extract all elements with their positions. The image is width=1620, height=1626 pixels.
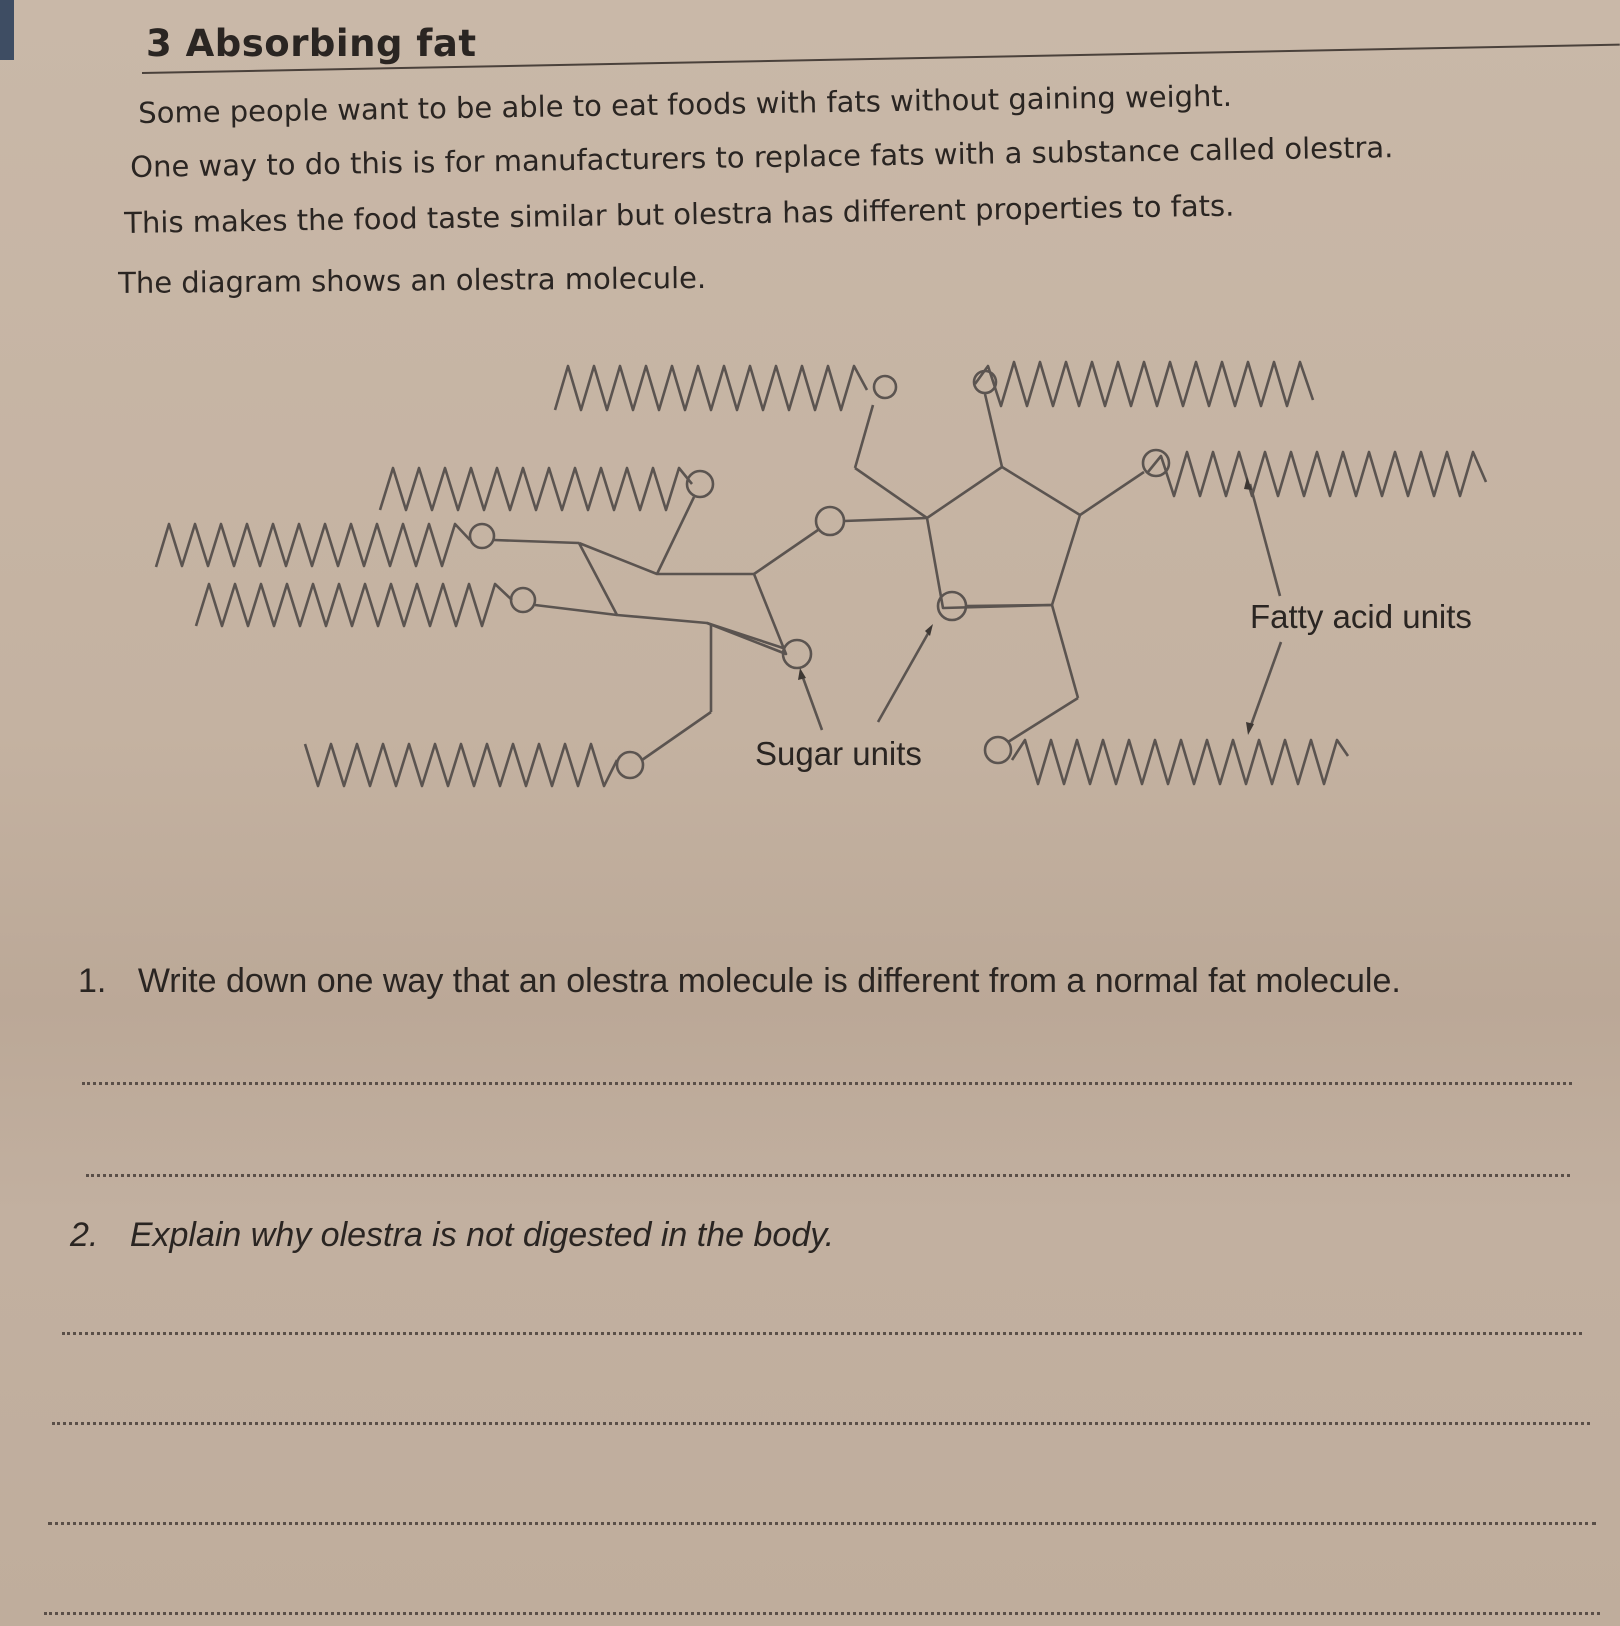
answer-line-q2-4[interactable] [44, 1612, 1600, 1615]
sugar-units-label: Sugar units [755, 735, 922, 772]
arrowhead [1246, 722, 1254, 735]
chemical-bond [642, 712, 711, 760]
chemical-bond [1052, 605, 1078, 698]
section-title: 3 Absorbing fat [146, 22, 477, 65]
chemical-bond [707, 623, 783, 648]
fatty-acid-chain [380, 468, 692, 510]
fatty-acid-chain [555, 366, 867, 410]
intro-line-3: This makes the food taste similar but olestra has different properties to fats. [124, 188, 1235, 240]
sugar-ring-bond [927, 467, 1080, 608]
intro-line-1: Some people want to be able to eat foods with fats without gaining weight. [138, 78, 1233, 130]
chemical-bond [535, 605, 617, 615]
label-leader-line [1250, 484, 1280, 596]
intro-line-2: One way to do this is for manufacturers to replace fats with a substance called olestra. [130, 130, 1394, 184]
fatty-acid-chain [1012, 740, 1348, 784]
chemical-bond [1080, 472, 1144, 515]
label-leader-line [878, 630, 930, 722]
fatty-acid-units-label: Fatty acid units [1250, 598, 1472, 635]
oxygen-atom [470, 524, 494, 548]
oxygen-atom [874, 376, 896, 398]
chemical-bond [657, 497, 694, 574]
fatty-acid-chain [1148, 452, 1486, 496]
question-2 [70, 1216, 834, 1255]
sugar-ring-bond [579, 543, 786, 654]
label-leader-line [802, 675, 822, 730]
oxygen-atom [511, 588, 535, 612]
answer-line-q2-3[interactable] [48, 1522, 1596, 1525]
chemical-bond [855, 468, 927, 518]
answer-line-q1-1[interactable] [82, 1082, 1572, 1085]
chemical-bond [754, 530, 818, 574]
answer-line-q1-2[interactable] [86, 1174, 1570, 1177]
question-1 [78, 962, 1401, 1001]
label-leader-line [1250, 642, 1281, 728]
fatty-acid-chain [156, 524, 470, 567]
fatty-acid-chain [305, 744, 617, 786]
question-number: 1. [78, 962, 107, 1000]
answer-line-q2-1[interactable] [62, 1332, 1582, 1335]
question-number: 2. [70, 1216, 99, 1254]
question-text: Explain why olestra is not digested in the body. [129, 1216, 835, 1254]
fatty-acid-chain [975, 362, 1313, 406]
question-text: Write down one way that an olestra molecule is different from a normal fat molecule. [137, 962, 1401, 1000]
oxygen-atom [617, 752, 643, 778]
oxygen-atom [816, 507, 844, 535]
arrowhead [798, 668, 806, 680]
chemical-bond [855, 405, 873, 468]
answer-line-q2-2[interactable] [52, 1422, 1590, 1425]
chemical-bond [494, 540, 579, 543]
intro-line-4: The diagram shows an olestra molecule. [118, 260, 707, 300]
chemical-bond [844, 518, 927, 521]
oxygen-atom [985, 737, 1011, 763]
fatty-acid-chain [196, 584, 512, 626]
chemical-bond [1008, 698, 1078, 742]
chemical-bond [966, 605, 1052, 606]
